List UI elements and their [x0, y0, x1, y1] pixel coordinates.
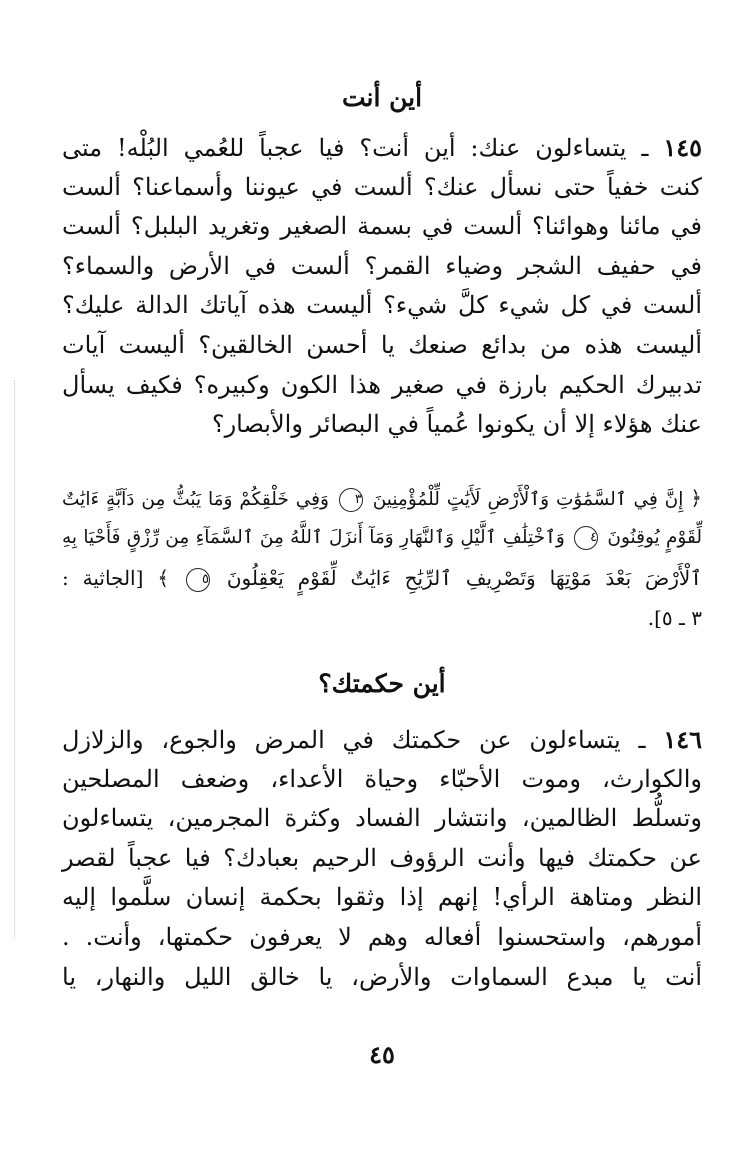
- number-dash: ـ: [638, 726, 646, 754]
- paragraph-line: [62, 720, 702, 760]
- paragraph-number: ١٤٥: [663, 133, 702, 162]
- page-number: ٤٥: [369, 1040, 395, 1069]
- line-text: يتساءلون عن حكمتك في المرض والجوع، والزلازل: [62, 726, 621, 754]
- ornate-bracket-open: ﴿: [690, 486, 702, 510]
- paragraph-line: في حفيف الشجر وضياء القمر؟ ألست في الأرض والسماء؟: [62, 251, 702, 280]
- verse-number-marker: ٥: [186, 568, 210, 592]
- quran-line: [62, 518, 702, 558]
- paragraph-line: كنت خفياً حتى نسأل عنك؟ ألست في عيوننا وأسماعنا؟ ألست: [62, 172, 702, 201]
- paragraph-line: أمورهم، واستحسنوا أفعاله وهم لا يعرفون حكمتها، وأنت. .: [62, 922, 702, 951]
- paragraph-line: [62, 128, 702, 168]
- quran-line: [62, 558, 702, 598]
- paragraph-line: وتسلُّط الظالمين، وانتشار الفساد وكثرة المجرمين، يتساءلون: [62, 804, 702, 833]
- paragraph-line: عن حكمتك فيها وأنت الرؤوف الرحيم بعبادك؟ فيا عجباً لقصر: [62, 843, 702, 872]
- paragraph-146: [62, 720, 702, 997]
- quran-quote: [62, 478, 702, 638]
- paragraph-line: أليست هذه من بدائع صنعك يا أحسن الخالقين؟ أليست آيات: [62, 330, 702, 359]
- verse-number-marker: ٤: [574, 526, 598, 550]
- book-page: [62, 0, 702, 1150]
- quran-line: [62, 478, 702, 518]
- paragraph-line: عنك هؤلاء إلا أن يكونوا عُمياً في البصائر والأبصار؟: [211, 410, 702, 439]
- paragraph-line: والكوارث، وموت الأحبّاء وحياة الأعداء، وضعف المصلحين: [62, 764, 702, 793]
- ornate-bracket-close: ﴾: [157, 566, 170, 590]
- number-dash: ـ: [641, 134, 649, 162]
- quran-text: لِّقَوْمٍ يُوقِنُونَ: [607, 527, 702, 548]
- quran-text: وَفِي خَلْقِكُمْ وَمَا يَبُثُّ مِن دَآبَّةٍ ءَايَٰتٌ: [62, 489, 329, 510]
- paragraph-line: أنت يا مبدع السماوات والأرض، يا خالق الليل والنهار، يا: [62, 962, 702, 991]
- paragraph-line: في مائنا وهوائنا؟ ألست في بسمة الصغير وتغريد البلبل؟ ألست: [62, 212, 702, 241]
- quran-text: إِنَّ فِي ٱلسَّمَٰوَٰتِ وَٱلْأَرْضِ لَأَيَٰتٍ لِّلْمُؤْمِنِينَ: [372, 489, 684, 510]
- verse-number-marker: ٣: [339, 488, 363, 512]
- paragraph-line: ألست في كل شيء كلَّ شيء؟ أليست هذه آياتك الدالة عليك؟: [62, 291, 702, 320]
- quran-line: ٣ ـ ٥].: [647, 606, 702, 630]
- paragraph-line: تدبيرك الحكيم بارزة في صغير هذا الكون وكبيره؟ فكيف يسأل: [62, 370, 702, 399]
- quran-text: ٱلْأَرْضَ بَعْدَ مَوْتِهَا وَتَصْرِيفِ ٱلرِّيَٰحِ ءَايَٰتٌ لِّقَوْمٍ يَعْقِلُونَ: [226, 566, 703, 590]
- paragraph-line: النظر ومتاهة الرأي! إنهم إذا وثقوا بحكمة إنسان سلَّموا إليه: [62, 883, 702, 912]
- paragraph-number: ١٤٦: [663, 725, 702, 754]
- line-text: يتساءلون عنك: أين أنت؟ فيا عجباً للعُمي البُلْه! متى: [62, 134, 627, 162]
- section-heading-your-wisdom: أين حكمتك؟: [318, 669, 446, 698]
- quran-source: [الجاثية :: [62, 566, 144, 590]
- paragraph-145: [62, 128, 702, 445]
- scan-margin-mark: [14, 380, 19, 940]
- quran-text: وَٱخْتِلَٰفِ ٱلَّيْلِ وَٱلنَّهَارِ وَمَآ أَنزَلَ ٱللَّهُ مِنَ ٱلسَّمَآءِ مِن رِّزْقٍ فَأَحْيَا بِهِ: [62, 527, 565, 548]
- section-heading-where-are-you: أين أنت: [341, 83, 423, 112]
